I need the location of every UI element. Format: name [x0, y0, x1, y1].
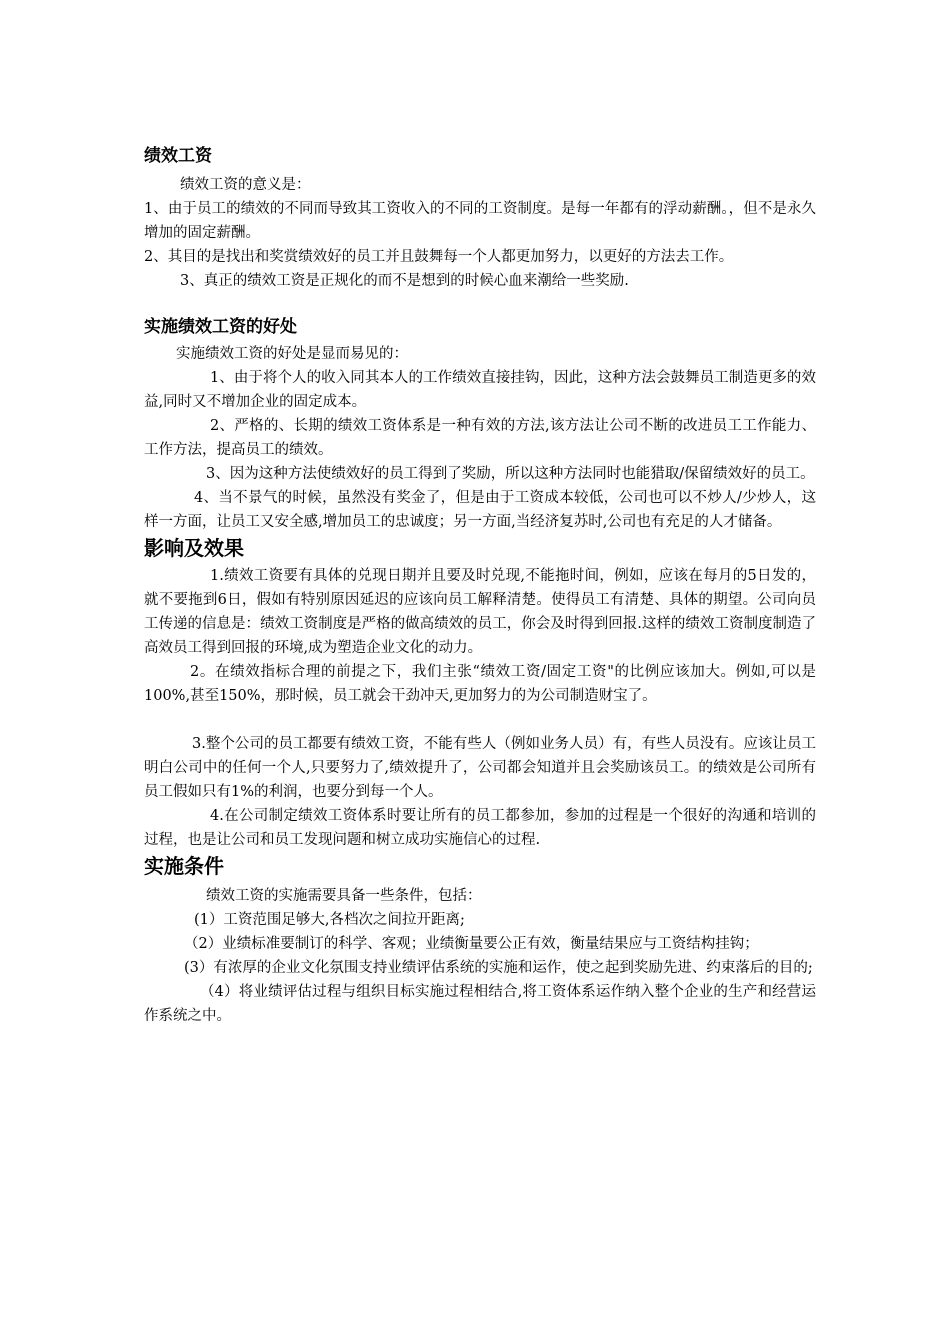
section-heading: 实施条件 [144, 854, 224, 878]
paragraph: 2、严格的、长期的绩效工资体系是一种有效的方法,该方法让公司不断的改进员工工作能力、工作方法，提高员工的绩效。 [144, 418, 816, 458]
paragraph: (1）工资范围足够大,各档次之间拉开距离; [194, 912, 465, 928]
section-conditions [144, 852, 816, 1028]
section-benefits [144, 314, 816, 534]
paragraph: （2）业绩标准要制订的科学、客观；业绩衡量要公正有效，衡量结果应与工资结构挂钩； [184, 936, 759, 952]
paragraph: 3、因为这种方法使绩效好的员工得到了奖励，所以这种方法同时也能猎取/保留绩效好的员工。 [206, 466, 815, 482]
paragraph: 实施绩效工资的好处是显而易见的： [176, 346, 408, 362]
section-heading: 绩效工资 [144, 146, 212, 166]
paragraph: 1、由于将个人的收入同其本人的工作绩效直接挂钩，因此，这种方法会鼓舞员工制造更多的效益,同时又不增加企业的固定成本。 [144, 370, 816, 410]
blank-line [144, 708, 816, 732]
paragraph: 2、其目的是找出和奖赏绩效好的员工并且鼓舞每一个人都更加努力，以更好的方法去工作。 [144, 249, 734, 265]
paragraph: 3、真正的绩效工资是正规化的而不是想到的时候心血来潮给一些奖励. [180, 273, 629, 289]
document-body [144, 143, 816, 1028]
paragraph: 绩效工资的意义是： [180, 177, 311, 193]
paragraph: 3.整个公司的员工都要有绩效工资，不能有些人（例如业务人员）有，有些人员没有。应该让员工明白公司中的任何一个人,只要努力了,绩效提升了，公司都会知道并且会奖励该员工。的绩效是公司所有员工假如只有1%的利润，也要分到每一个人。 [144, 736, 816, 800]
paragraph: 1、由于员工的绩效的不同而导致其工资收入的不同的工资制度。是每一年都有的浮动薪酬。，但不是永久增加的固定薪酬。 [144, 201, 816, 241]
paragraph: 1.绩效工资要有具体的兑现日期并且要及时兑现,不能拖时间，例如，应该在每月的5日发的，就不要拖到6日，假如有特别原因延迟的应该向员工解释清楚。使得员工有清楚、具体的期望。公司向员工传递的信息是：绩效工资制度是严格的做高绩效的员工，你会及时得到回报.这样的绩效工资制度制造了高效员工得到回报的环境,成为塑造企业文化的动力。 [144, 568, 816, 656]
paragraph: 2。在绩效指标合理的前提之下，我们主张“绩效工资/固定工资"的比例应该加大。例如,可以是100%,甚至150%，那时候，员工就会干劲冲天,更加努力的为公司制造财宝了。 [144, 664, 816, 704]
paragraph: (3）有浓厚的企业文化氛围支持业绩评估系统的实施和运作，使之起到奖励先进、约束落后的目的; [184, 960, 813, 976]
paragraph: 绩效工资的实施需要具备一些条件，包括： [206, 888, 482, 904]
section-impact [144, 534, 816, 852]
section-performance-pay [144, 143, 816, 293]
paragraph: 4.在公司制定绩效工资体系时要让所有的员工都参加，参加的过程是一个很好的沟通和培训的过程，也是让公司和员工发现问题和树立成功实施信心的过程. [144, 808, 816, 848]
paragraph: （4）将业绩评估过程与组织目标实施过程相结合,将工资体系运作纳入整个企业的生产和经营运作系统之中。 [144, 984, 816, 1024]
section-heading: 实施绩效工资的好处 [144, 317, 297, 337]
paragraph: 4、当不景气的时候，虽然没有奖金了，但是由于工资成本较低，公司也可以不炒人/少炒人，这样一方面，让员工又安全感,增加员工的忠诚度；另一方面,当经济复苏时,公司也有充足的人才储备。 [144, 490, 816, 530]
section-heading: 影响及效果 [144, 536, 244, 560]
